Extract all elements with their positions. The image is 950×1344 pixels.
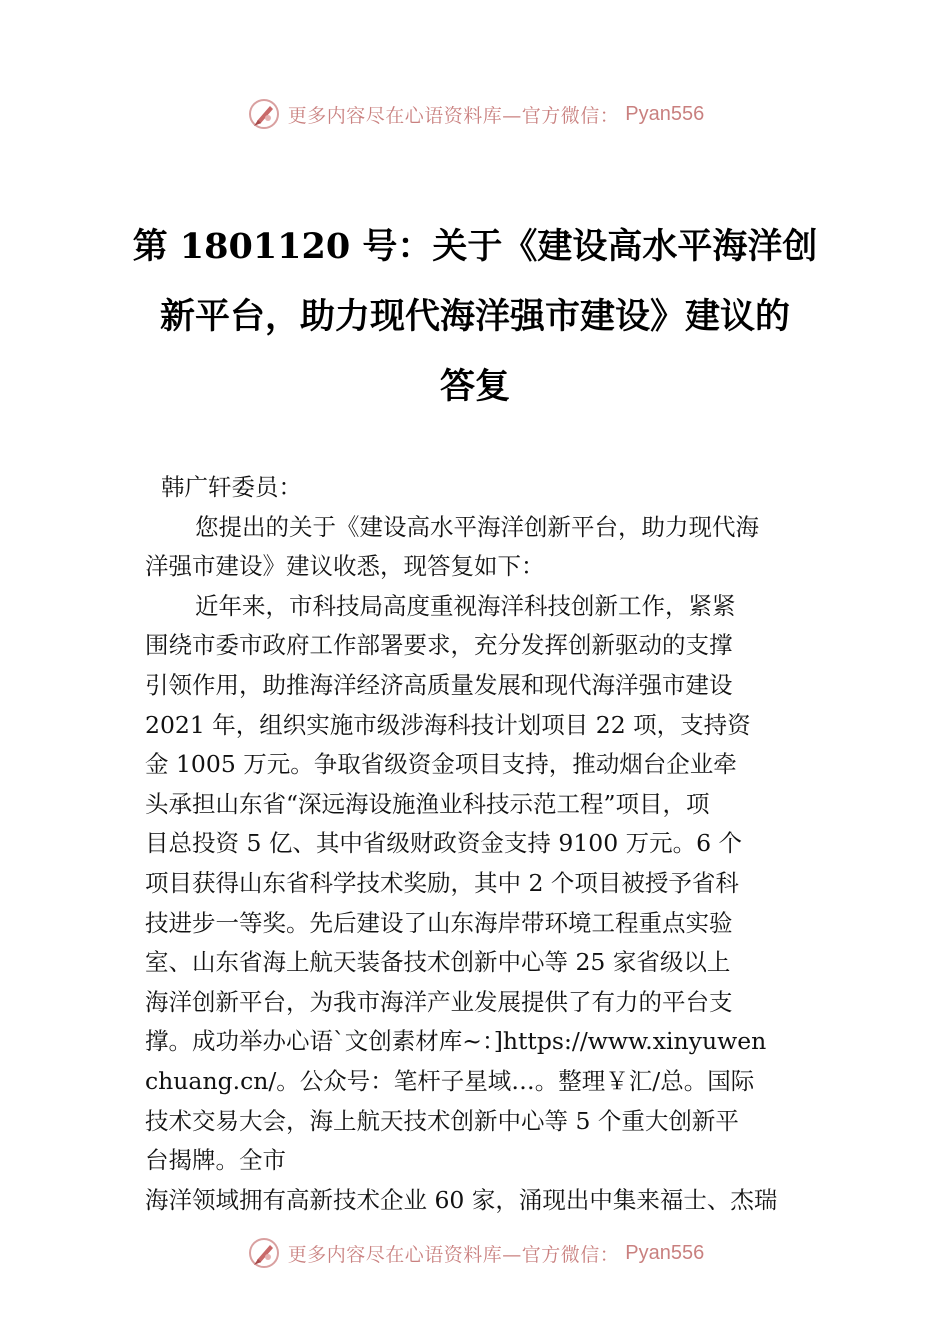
- document-title: [130, 212, 820, 422]
- title-line-1: 第 1801120 号：关于《建设高水平海洋创: [132, 226, 818, 267]
- body-line: 海洋领域拥有高新技术企业 60 家，涌现出中集来福士、杰瑞: [145, 1185, 778, 1214]
- body-line: 撑。成功举办心语`文创素材库~：]https://www.xinyuwen: [145, 1027, 767, 1056]
- body-line: 室、山东省海上航天装备技术创新中心等 25 家省级以上: [145, 948, 731, 977]
- body-line: 洋强市建设》建议收悉，现答复如下：: [145, 552, 545, 581]
- body-line: 台揭牌。全市: [145, 1146, 286, 1175]
- watermark-wechat-id: Pyan556: [625, 102, 705, 125]
- body-line: 项目获得山东省科学技术奖励，其中 2 个项目被授予省科: [145, 868, 739, 897]
- title-line-2: 新平台，助力现代海洋强市建设》建议的: [159, 296, 790, 337]
- body-line: 技术交易大会，海上航天技术创新中心等 5 个重大创新平: [145, 1106, 739, 1135]
- body-line: 海洋创新平台，为我市海洋产业发展提供了有力的平台支: [145, 987, 733, 1016]
- title-line-3: 答复: [439, 366, 510, 407]
- body-line: 引领作用，助推海洋经济高质量发展和现代海洋强市建设: [145, 670, 733, 699]
- watermark-footer: [0, 1233, 950, 1273]
- body-line: chuang.cn/。公众号：笔杆子星域…。整理￥汇/总。国际: [145, 1066, 755, 1095]
- watermark-header: [0, 94, 950, 134]
- body-line: 近年来，市科技局高度重视海洋科技创新工作，紧紧: [195, 591, 736, 620]
- body-line: 围绕市委市政府工作部署要求，充分发挥创新驱动的支撑: [145, 631, 733, 660]
- document-body: [145, 468, 810, 1220]
- body-line: 2021 年，组织实施市级涉海科技计划项目 22 项，支持资: [145, 710, 751, 739]
- body-line: 头承担山东省“深远海设施渔业科技示范工程”项目，项: [145, 789, 710, 818]
- body-line: 您提出的关于《建设高水平海洋创新平台，助力现代海: [195, 512, 759, 541]
- body-line: 技进步一等奖。先后建设了山东海岸带环境工程重点实验: [145, 908, 733, 937]
- body-line: 目总投资 5 亿、其中省级财政资金支持 9100 万元。6 个: [145, 829, 743, 858]
- pen-circle-logo-icon: [246, 1235, 282, 1271]
- watermark-text: 更多内容尽在心语资料库—官方微信：: [287, 104, 620, 127]
- watermark-wechat-id: Pyan556: [625, 1241, 705, 1264]
- watermark-text: 更多内容尽在心语资料库—官方微信：: [287, 1243, 620, 1266]
- body-line: 金 1005 万元。争取省级资金项目支持，推动烟台企业牵: [145, 750, 737, 779]
- pen-circle-logo-icon: [246, 96, 282, 132]
- salutation: 韩广轩委员：: [161, 473, 302, 501]
